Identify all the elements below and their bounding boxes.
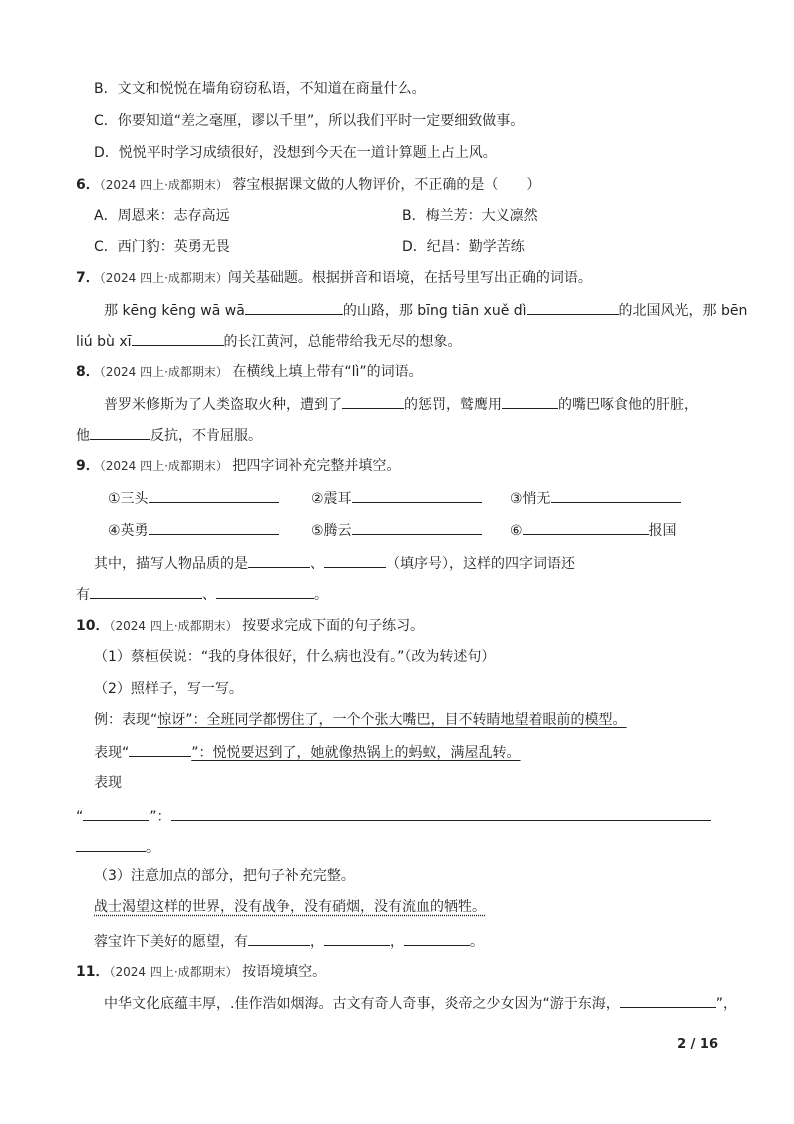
question-text: 把四字词补充完整并填空。 xyxy=(232,458,401,474)
q6-option-b: B．梅兰芳：大义凛然 xyxy=(402,208,538,224)
q6-option-c: C．西门豹：英勇无畏 xyxy=(94,239,230,255)
paragraph-text: 有 xyxy=(76,587,90,603)
q9-item-6 xyxy=(510,520,677,541)
idiom-prompt: 报国 xyxy=(648,523,677,539)
quote-mark: ”： xyxy=(149,809,171,825)
answer-blank[interactable] xyxy=(502,394,558,409)
paragraph-text: 其中，描写人物品质的是 xyxy=(94,556,248,572)
question-text: 在横线上填上带有“lì”的词语。 xyxy=(232,364,423,380)
pinyin-text: 的北国风光，那 bēn xyxy=(618,303,748,319)
question-9 xyxy=(76,456,400,476)
paragraph-text: ”， xyxy=(715,996,737,1012)
paragraph-text: 中华文化底蕴丰厚，.佳作浩如烟海。古文有奇人奇事，炎帝之少女因为“游于东海， xyxy=(104,996,620,1012)
question-number: 11． xyxy=(76,964,110,980)
q9-sentence-2 xyxy=(76,584,328,605)
question-number: 6． xyxy=(76,177,100,193)
source-tag: （2024 四上·成都期末） xyxy=(109,965,238,979)
q9-item-4 xyxy=(108,520,279,541)
source-tag: （2024 四上·成都期末） xyxy=(99,178,228,192)
question-6 xyxy=(76,175,540,195)
q11-paragraph-line-1 xyxy=(104,993,737,1014)
paragraph-text: 反抗，不肯屈服。 xyxy=(150,428,262,444)
example-word: 惊讶 xyxy=(157,712,186,728)
q10-answer-3 xyxy=(94,931,484,952)
source-tag: （2024 四上·成都期末） xyxy=(99,271,228,285)
answer-blank[interactable] xyxy=(324,553,386,568)
idiom-prompt: ⑤腾云 xyxy=(311,523,352,539)
answer-blank[interactable] xyxy=(342,394,404,409)
answer-blank[interactable] xyxy=(352,488,482,503)
q10-subquestion-2: （2）照样子，写一写。 xyxy=(94,681,243,697)
question-text: 蓉宝根据课文做的人物评价，不正确的是（ ） xyxy=(232,177,541,193)
paragraph-text: 的惩罚，鹫鹰用 xyxy=(404,397,502,413)
q10-example-3 xyxy=(94,897,486,917)
pinyin-text: liú bù xī xyxy=(76,334,132,350)
q10-subquestion-3: （3）注意加点的部分，把句子补充完整。 xyxy=(94,868,355,884)
answer-blank[interactable] xyxy=(620,993,716,1008)
answer-blank[interactable] xyxy=(324,931,390,946)
answer-blank[interactable] xyxy=(132,331,224,346)
question-number: 9． xyxy=(76,458,100,474)
answer-blank[interactable] xyxy=(76,837,146,852)
question-text: 闯关基础题。根据拼音和语境，在括号里写出正确的词语。 xyxy=(227,270,592,286)
answer-blank[interactable] xyxy=(527,300,619,315)
quote-mark: “ xyxy=(76,809,84,825)
q8-paragraph-line-2 xyxy=(76,425,262,446)
answer-blank[interactable] xyxy=(248,931,310,946)
item-label: 表现“ xyxy=(94,745,130,761)
paragraph-text: 他 xyxy=(76,428,90,444)
paragraph-text: 。 xyxy=(470,934,484,950)
item-sentence: ”：悦悦要迟到了，她就像热锅上的蚂蚁，满屋乱转。 xyxy=(191,745,521,761)
question-10 xyxy=(76,616,424,636)
idiom-prompt: ③悄无 xyxy=(510,491,551,507)
q10-example xyxy=(94,710,627,730)
q9-item-1 xyxy=(108,488,279,509)
answer-blank[interactable] xyxy=(248,553,310,568)
q10-item-b xyxy=(94,742,521,763)
paragraph-text: 。 xyxy=(314,587,328,603)
q8-paragraph-line-1 xyxy=(104,394,698,415)
q10-item-c-line-2 xyxy=(76,837,160,858)
source-tag: （2024 四上·成都期末） xyxy=(99,365,228,379)
idiom-prompt: ④英勇 xyxy=(108,523,149,539)
answer-blank[interactable] xyxy=(216,584,314,599)
q6-option-d: D．纪昌：勤学苦练 xyxy=(402,239,525,255)
answer-blank[interactable] xyxy=(149,488,279,503)
q5-option-d: D．悦悦平时学习成绩很好，没想到今天在一道计算题上占上风。 xyxy=(94,145,497,161)
question-7 xyxy=(76,268,592,288)
paragraph-text: （填序号），这样的四字词语还 xyxy=(386,556,575,572)
question-11 xyxy=(76,962,326,982)
paragraph-text: ， xyxy=(390,934,404,950)
answer-blank[interactable] xyxy=(352,520,482,535)
answer-blank[interactable] xyxy=(245,300,343,315)
q10-subquestion-1: （1）蔡桓侯说：“我的身体很好，什么病也没有。”（改为转述句） xyxy=(94,649,496,665)
paragraph-text: 的嘴巴啄食他的肝脏， xyxy=(558,397,698,413)
paragraph-text: 普罗米修斯为了人类盗取火种，遭到了 xyxy=(104,397,342,413)
source-tag: （2024 四上·成都期末） xyxy=(99,459,228,473)
paragraph-text: 、 xyxy=(202,587,216,603)
question-number: 10． xyxy=(76,618,110,634)
q9-item-3 xyxy=(510,488,681,509)
answer-blank[interactable] xyxy=(90,584,202,599)
idiom-prompt: ⑥ xyxy=(510,523,523,539)
pinyin-text: 的山路，那 bīng tiān xuě dì xyxy=(342,303,527,319)
example-sentence: ”：全班同学都愣住了，一个个张大嘴巴，目不转睛地望着眼前的模型。 xyxy=(185,712,627,728)
question-number: 8． xyxy=(76,364,100,380)
q10-item-c-line xyxy=(76,806,711,827)
answer-blank[interactable] xyxy=(149,520,279,535)
q6-option-a: A．周恩来：志存高远 xyxy=(94,208,230,224)
q9-item-2 xyxy=(311,488,482,509)
question-text: 按要求完成下面的句子练习。 xyxy=(242,618,425,634)
q10-item-c-label: 表现 xyxy=(94,775,122,791)
question-text: 按语境填空。 xyxy=(242,964,327,980)
answer-blank[interactable] xyxy=(83,806,149,821)
q9-sentence-1 xyxy=(94,553,575,574)
paragraph-text: 蓉宝许下美好的愿望，有 xyxy=(94,934,248,950)
q9-item-5 xyxy=(311,520,482,541)
q7-paragraph-line-2 xyxy=(76,331,462,352)
q5-option-c: C．你要知道“差之毫厘，谬以千里”，所以我们平时一定要细致做事。 xyxy=(94,113,525,129)
answer-blank[interactable] xyxy=(404,931,470,946)
q5-option-b: B．文文和悦悦在墙角窃窃私语，不知道在商量什么。 xyxy=(94,81,426,97)
example-label: 例：表现“ xyxy=(94,712,158,728)
q7-paragraph-line-1 xyxy=(104,300,747,321)
answer-blank[interactable] xyxy=(129,742,191,757)
question-number: 7． xyxy=(76,270,100,286)
example-sentence: 战士渴望这样的世界，没有战争，没有硝烟，没有流血的牺牲。 xyxy=(94,899,486,915)
answer-blank[interactable] xyxy=(551,488,681,503)
paragraph-text: 的长江黄河，总能带给我无尽的想象。 xyxy=(223,334,462,350)
answer-blank[interactable] xyxy=(523,520,649,535)
question-8 xyxy=(76,362,423,382)
idiom-prompt: ②震耳 xyxy=(311,491,352,507)
paragraph-text: 。 xyxy=(146,840,160,856)
idiom-prompt: ①三头 xyxy=(108,491,149,507)
source-tag: （2024 四上·成都期末） xyxy=(109,619,238,633)
paragraph-text: ， xyxy=(310,934,324,950)
answer-blank[interactable] xyxy=(171,806,711,821)
pinyin-text: 那 kēng kēng wā wā xyxy=(104,303,245,319)
paragraph-text: 、 xyxy=(310,556,324,572)
page-number: 2 / 16 xyxy=(677,1037,718,1052)
answer-blank[interactable] xyxy=(90,425,150,440)
